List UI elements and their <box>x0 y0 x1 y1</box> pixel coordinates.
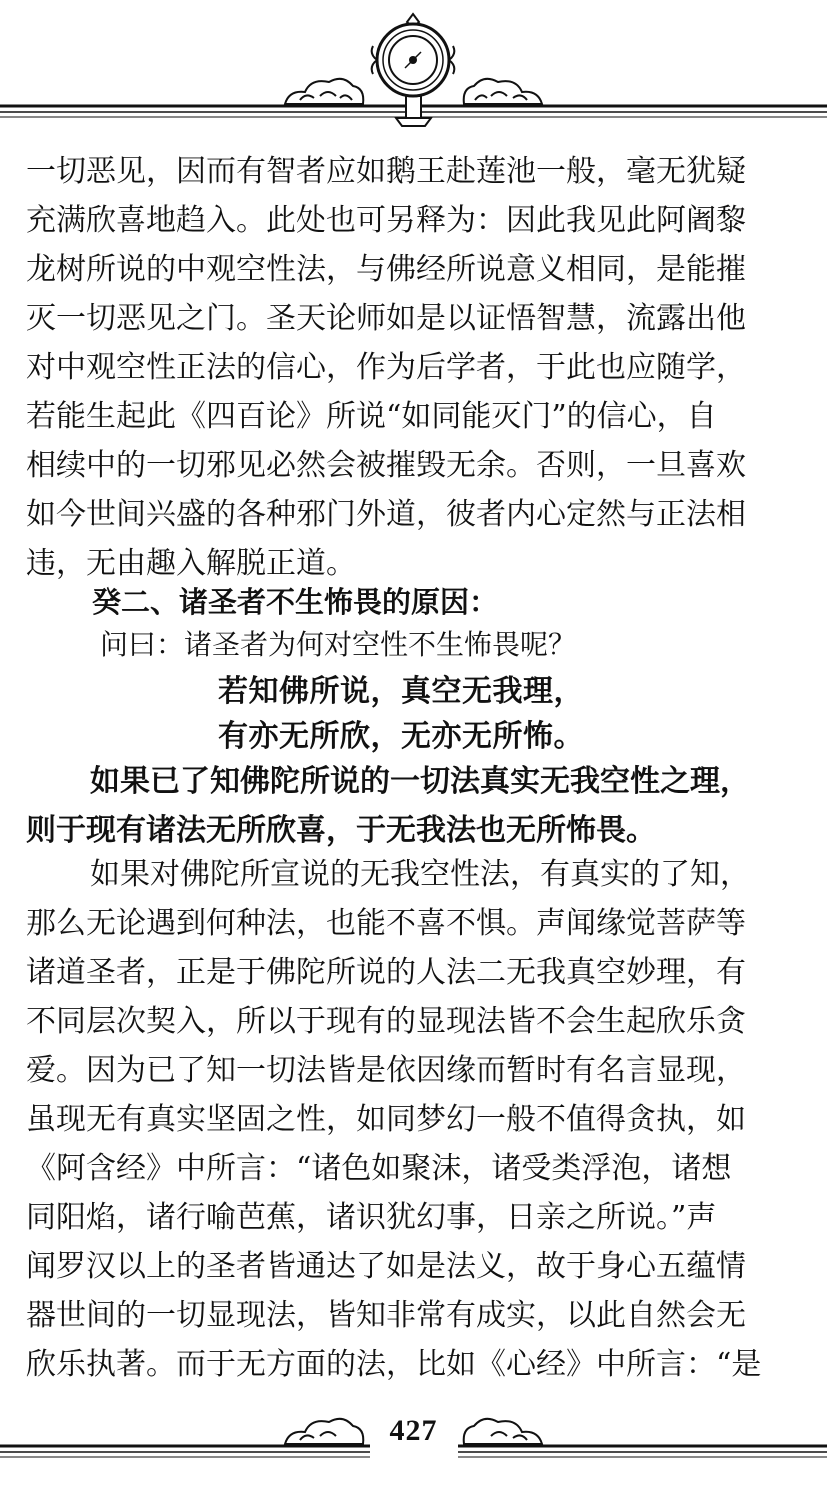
text-line: 《阿含经》中所言：“诸色如聚沫，诸受类浮泡，诸想 <box>26 1151 732 1186</box>
verse-line-2: 有亦无所欣，无亦无所怖。 <box>218 719 584 754</box>
text-line: 欣乐执著。而于无方面的法，比如《心经》中所言：“是 <box>26 1347 762 1382</box>
text-line: 器世间的一切显现法，皆知非常有成实，以此自然会无 <box>26 1298 746 1333</box>
text-line: 则于现有诸法无所欣喜，于无我法也无所怖畏。 <box>26 813 656 848</box>
question-line: 问曰：诸圣者为何对空性不生怖畏呢？ <box>100 628 577 661</box>
text-line: 如果已了知佛陀所说的一切法真实无我空性之理， <box>90 764 750 799</box>
verse-line-1: 若知佛所说，真空无我理， <box>218 674 584 709</box>
text-line: 闻罗汉以上的圣者皆通达了如是法义，故于身心五蕴情 <box>26 1249 746 1284</box>
text-line: 对中观空性正法的信心，作为后学者，于此也应随学， <box>26 350 746 385</box>
text-line: 爱。因为已了知一切法皆是依因缘而暂时有名言显现， <box>26 1053 746 1088</box>
verse-commentary <box>26 757 816 855</box>
text-line: 不同层次契入，所以于现有的显现法皆不会生起欣乐贪 <box>26 1004 746 1039</box>
section-heading: 癸二、诸圣者不生怖畏的原因： <box>92 585 499 619</box>
cloud-ornament-left <box>285 79 363 104</box>
paragraph-explanation <box>26 850 816 1389</box>
text-line: 诸道圣者，正是于佛陀所说的人法二无我真空妙理，有 <box>26 955 746 990</box>
text-line: 龙树所说的中观空性法，与佛经所说意义相同，是能摧 <box>26 252 746 287</box>
text-line: 那么无论遇到何种法，也能不喜不惧。声闻缘觉菩萨等 <box>26 906 746 941</box>
cloud-ornament-right <box>464 79 542 104</box>
paragraph-1 <box>26 147 816 588</box>
text-line: 充满欣喜地趋入。此处也可另释为：因此我见此阿阇黎 <box>26 203 746 238</box>
text-line: 灭一切恶见之门。圣天论师如是以证悟智慧，流露出他 <box>26 301 746 336</box>
page-number: 427 <box>389 1414 438 1447</box>
text-line: 若能生起此《四百论》所说“如同能灭门”的信心，自 <box>26 399 717 434</box>
text-line: 相续中的一切邪见必然会被摧毁无余。否则，一旦喜欢 <box>26 448 746 483</box>
mirror-emblem-icon <box>372 14 455 126</box>
text-line: 同阳焰，诸行喻芭蕉，诸识犹幻事，日亲之所说。”声 <box>26 1200 717 1235</box>
text-line: 违，无由趣入解脱正道。 <box>26 546 356 581</box>
text-line: 一切恶见，因而有智者应如鹅王赴莲池一般，毫无犹疑 <box>26 154 746 189</box>
header-ornament <box>0 0 827 140</box>
text-line: 虽现无有真实坚固之性，如同梦幻一般不值得贪执，如 <box>26 1102 746 1137</box>
text-line: 如今世间兴盛的各种邪门外道，彼者内心定然与正法相 <box>26 497 746 532</box>
text-line: 如果对佛陀所宣说的无我空性法，有真实的了知， <box>90 857 750 892</box>
